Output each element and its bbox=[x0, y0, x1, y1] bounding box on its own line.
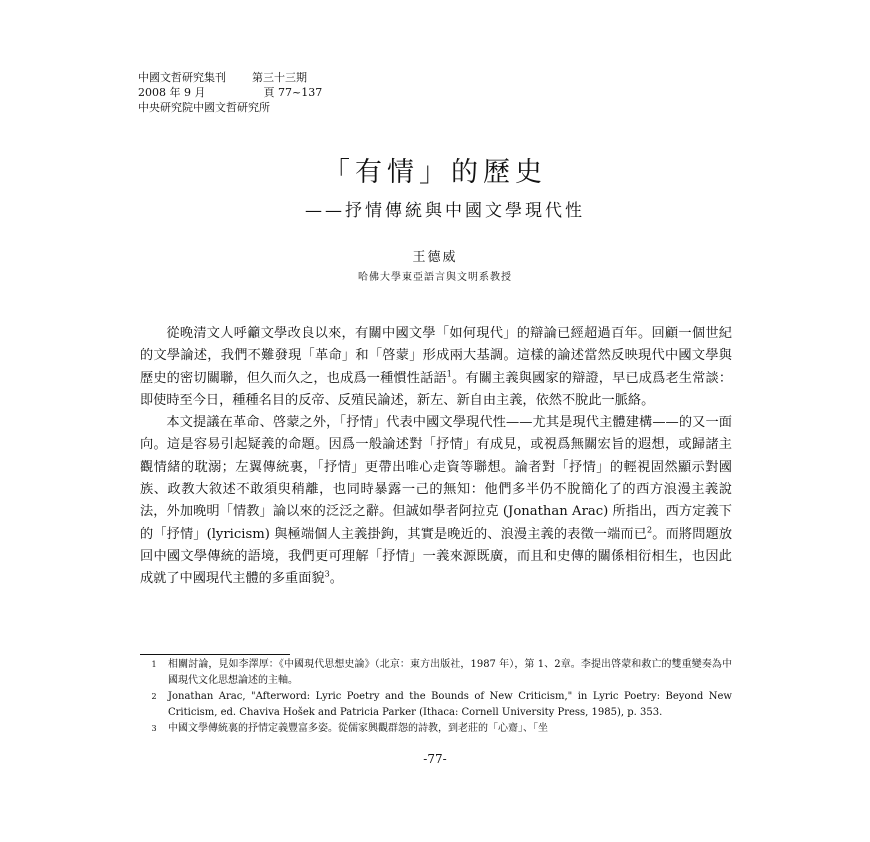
footnote-number: 2 bbox=[151, 692, 157, 701]
issue-number: 第三十三期 bbox=[252, 71, 307, 84]
journal-line bbox=[138, 70, 322, 85]
paragraph-text: 。而將問題放回中國文學傳統的語境，我們更可理解「抒情」一義來源既廣，而且和史傳的關係相衍相生，也因此成就了中國現代主體的多重面貌 bbox=[140, 526, 733, 587]
footnote-text: Jonathan Arac, "Afterword: Lyric Poetry and the Bounds of New Criticism," in Lyric Poetry: Beyond New Criticism, ed. Chaviva Hošek and Patricia Parker (Ithaca: Cornell University Press, 1985), p. 353. bbox=[168, 691, 732, 718]
page-range: 頁 77~137 bbox=[263, 86, 323, 99]
publication-date: 2008 年 9 月 bbox=[138, 86, 206, 99]
footnote-number: 3 bbox=[151, 724, 157, 733]
author-name: 王德威 bbox=[412, 250, 458, 265]
footnote-ref[interactable]: 1 bbox=[446, 369, 452, 379]
paragraph-text: 本文提議在革命、啓蒙之外，「抒情」代表中國文學現代性——尤其是現代主體建構——的又一面向。這是容易引起疑義的命題。因爲一般論述對「抒情」有成見，或視爲無關宏旨的遐想，或歸諸主觀情緒的耽溺；左翼傳統裏，「抒情」更帶出唯心走資等聯想。論者對「抒情」的輕視固然顯示對國族、政教大敘述不敢須臾稍離，也同時暴露一己的無知：他們多半仍不脫簡化了的西方浪漫主義說法，外加晚明「情教」論以來的泛泛之辭。但誠如學者阿拉克 (Jonathan Arac) 所指出，西方定義下的「抒情」(lyricism) 與極端個人主義掛鉤，其實是晚近的、浪漫主義的表徵一端而已 bbox=[140, 415, 732, 542]
author-affiliation: 哈佛大學東亞語言與文明系教授 bbox=[358, 272, 512, 283]
paragraph-text: 。有關主義與國家的辯證，早已成爲老生常談：即使時至今日，種種名目的反帝、反殖民論述，新左、新自由主義，依然不脫此一脈絡。 bbox=[140, 370, 733, 408]
paragraph-2 bbox=[140, 412, 732, 590]
paragraph-text: 。 bbox=[329, 571, 343, 587]
institute-name: 中央研究院中國文哲研究所 bbox=[138, 101, 270, 114]
footnote-ref[interactable]: 3 bbox=[324, 569, 330, 579]
paragraph-1 bbox=[140, 323, 732, 412]
paragraph-text: 從晚清文人呼籲文學改良以來，有關中國文學「如何現代」的辯論已經超過百年。回顧一個世紀的文學論述，我們不難發現「革命」和「啓蒙」形成兩大基調。這樣的論述當然反映現代中國文學與歷史的密切關聯，但久而久之，也成爲一種慣性話語 bbox=[140, 326, 732, 386]
footnote bbox=[140, 721, 732, 737]
footnotes bbox=[140, 657, 732, 737]
date-line bbox=[138, 85, 322, 100]
body-text bbox=[140, 323, 732, 591]
footnote bbox=[140, 657, 732, 689]
journal-name: 中國文哲研究集刊 bbox=[138, 71, 226, 84]
footnote-text: 相關討論，見如李澤厚：《中國現代思想史論》（北京：東方出版社，1987 年），第 1、2章。李提出啓蒙和救亡的雙重變奏為中國現代文化思想論述的主軸。 bbox=[168, 659, 732, 686]
footnote-text: 中國文學傳統裏的抒情定義豐富多姿。從儒家興觀群怨的詩教，到老莊的「心齋」、「坐 bbox=[168, 723, 548, 734]
footnote-divider bbox=[140, 654, 290, 655]
footnote-ref[interactable]: 2 bbox=[647, 525, 653, 535]
page-number: -77- bbox=[423, 752, 447, 766]
journal-header bbox=[138, 70, 322, 115]
article-subtitle: ——抒情傳統與中國文學現代性 bbox=[305, 201, 585, 221]
footnote bbox=[140, 689, 732, 721]
article-title: 「有情」的歷史 bbox=[323, 157, 547, 188]
footnote-number: 1 bbox=[151, 660, 157, 669]
